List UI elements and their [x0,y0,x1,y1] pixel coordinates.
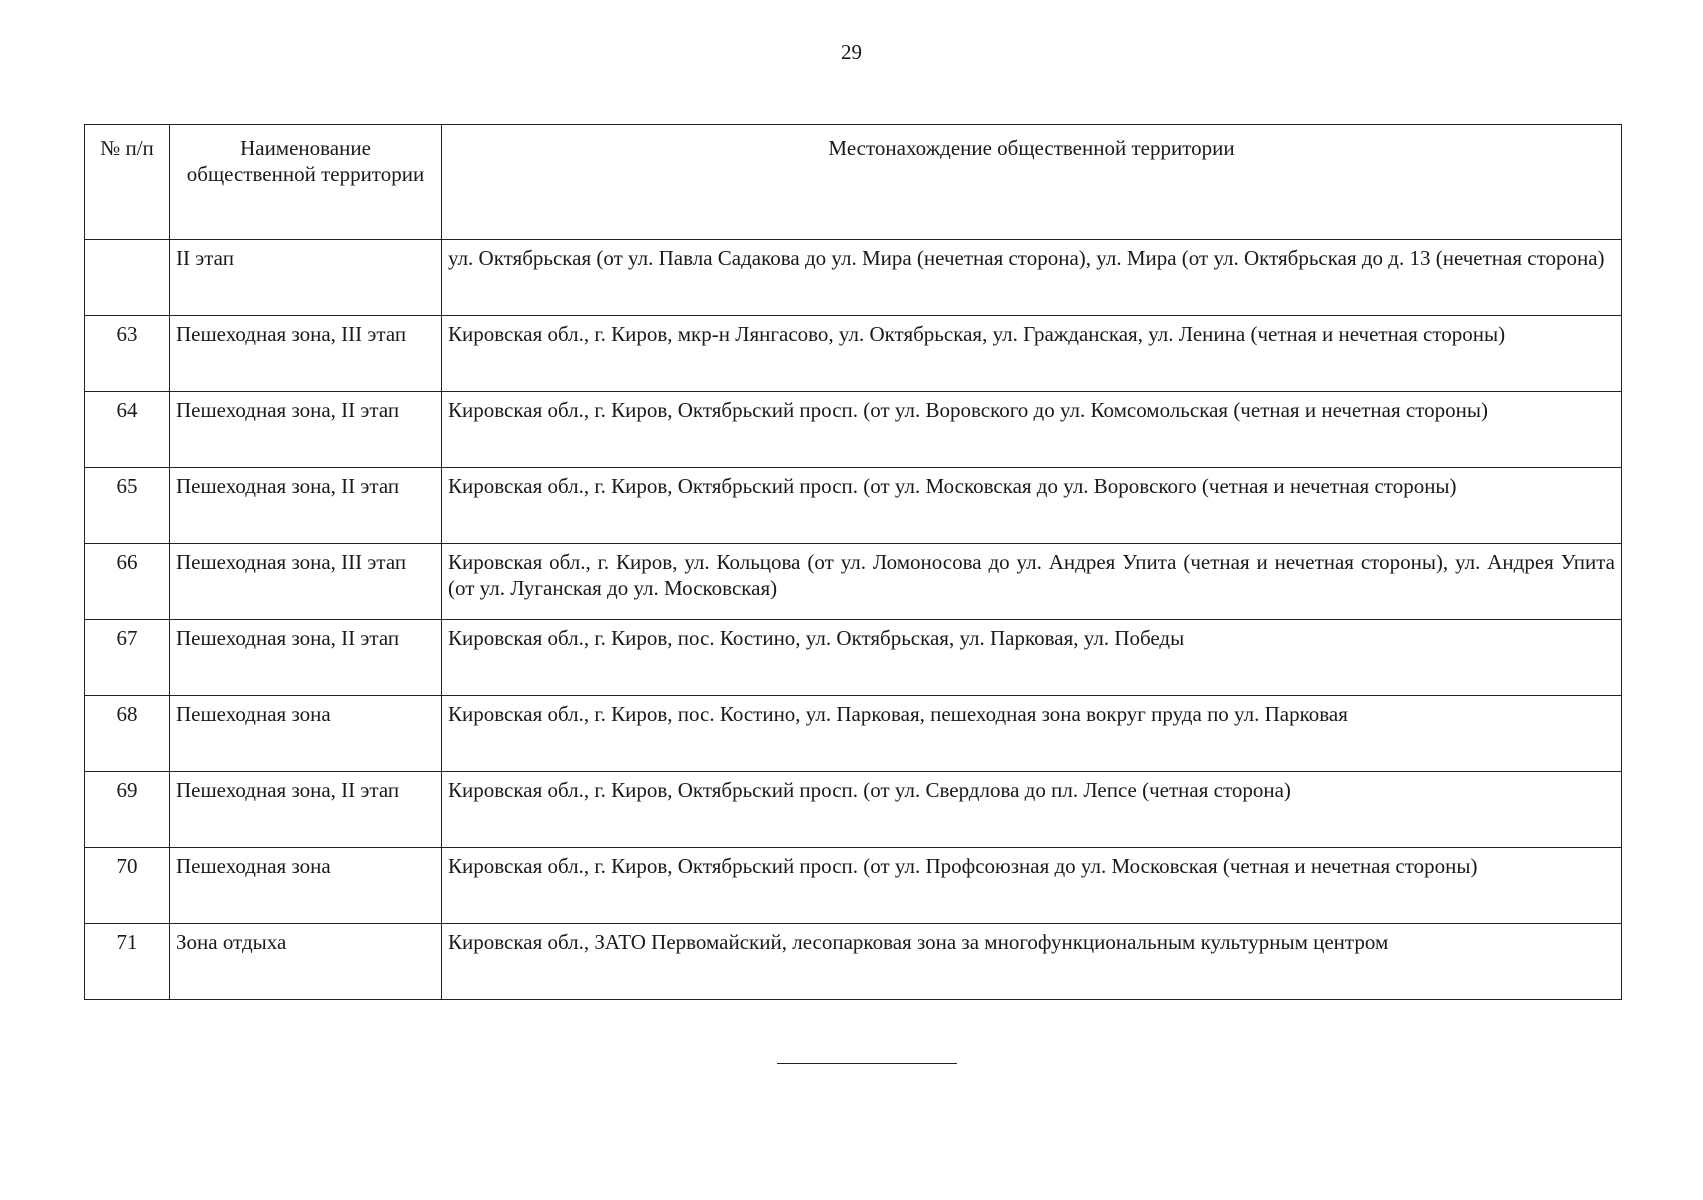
table-body [85,240,1622,1000]
row-num: 70 [85,848,170,924]
row-name: Пешеходная зона [170,696,442,772]
row-name: Пешеходная зона, III этап [170,544,442,620]
header-name: Наименование общественной территории [170,125,442,240]
territories-table [84,124,1622,1000]
row-name: Пешеходная зона, III этап [170,316,442,392]
row-name: Зона отдыха [170,924,442,1000]
table-row [85,772,1622,848]
table-row [85,848,1622,924]
row-location: Кировская обл., г. Киров, мкр-н Лянгасово, ул. Октябрьская, ул. Гражданская, ул. Ленина (четная и нечетная стороны) [442,316,1622,392]
table-row [85,924,1622,1000]
table-row [85,696,1622,772]
row-num: 66 [85,544,170,620]
row-location: Кировская обл., ЗАТО Первомайский, лесопарковая зона за многофункциональным культурным центром [442,924,1622,1000]
row-location: Кировская обл., г. Киров, ул. Кольцова (от ул. Ломоносова до ул. Андрея Упита (четная и нечетная стороны), ул. Андрея Упита (от ул. Луганская до ул. Московская) [442,544,1622,620]
table-row [85,620,1622,696]
row-num: 69 [85,772,170,848]
row-num: 71 [85,924,170,1000]
row-location: Кировская обл., г. Киров, Октябрьский просп. (от ул. Воровского до ул. Комсомольская (четная и нечетная стороны) [442,392,1622,468]
header-num: № п/п [85,125,170,240]
row-num: 67 [85,620,170,696]
table-row [85,544,1622,620]
header-location: Местонахождение общественной территории [442,125,1622,240]
row-location: Кировская обл., г. Киров, Октябрьский просп. (от ул. Профсоюзная до ул. Московская (четная и нечетная стороны) [442,848,1622,924]
end-divider [777,1063,957,1064]
table-row [85,468,1622,544]
row-name: Пешеходная зона, II этап [170,772,442,848]
page-number: 29 [841,40,862,64]
row-name: Пешеходная зона, II этап [170,620,442,696]
row-location: ул. Октябрьская (от ул. Павла Садакова до ул. Мира (нечетная сторона), ул. Мира (от ул. Октябрьская до д. 13 (нечетная сторона) [442,240,1622,316]
header-row [85,125,1622,240]
row-num: 68 [85,696,170,772]
table-row [85,240,1622,316]
row-location: Кировская обл., г. Киров, пос. Костино, ул. Парковая, пешеходная зона вокруг пруда по ул. Парковая [442,696,1622,772]
row-num: 64 [85,392,170,468]
row-num [85,240,170,316]
row-name: Пешеходная зона, II этап [170,392,442,468]
row-location: Кировская обл., г. Киров, Октябрьский просп. (от ул. Московская до ул. Воровского (четная и нечетная стороны) [442,468,1622,544]
row-location: Кировская обл., г. Киров, пос. Костино, ул. Октябрьская, ул. Парковая, ул. Победы [442,620,1622,696]
table-header [85,125,1622,240]
row-num: 65 [85,468,170,544]
row-name: Пешеходная зона [170,848,442,924]
row-name: II этап [170,240,442,316]
row-name: Пешеходная зона, II этап [170,468,442,544]
table-row [85,392,1622,468]
table-row [85,316,1622,392]
row-num: 63 [85,316,170,392]
row-location: Кировская обл., г. Киров, Октябрьский просп. (от ул. Свердлова до пл. Лепсе (четная сторона) [442,772,1622,848]
